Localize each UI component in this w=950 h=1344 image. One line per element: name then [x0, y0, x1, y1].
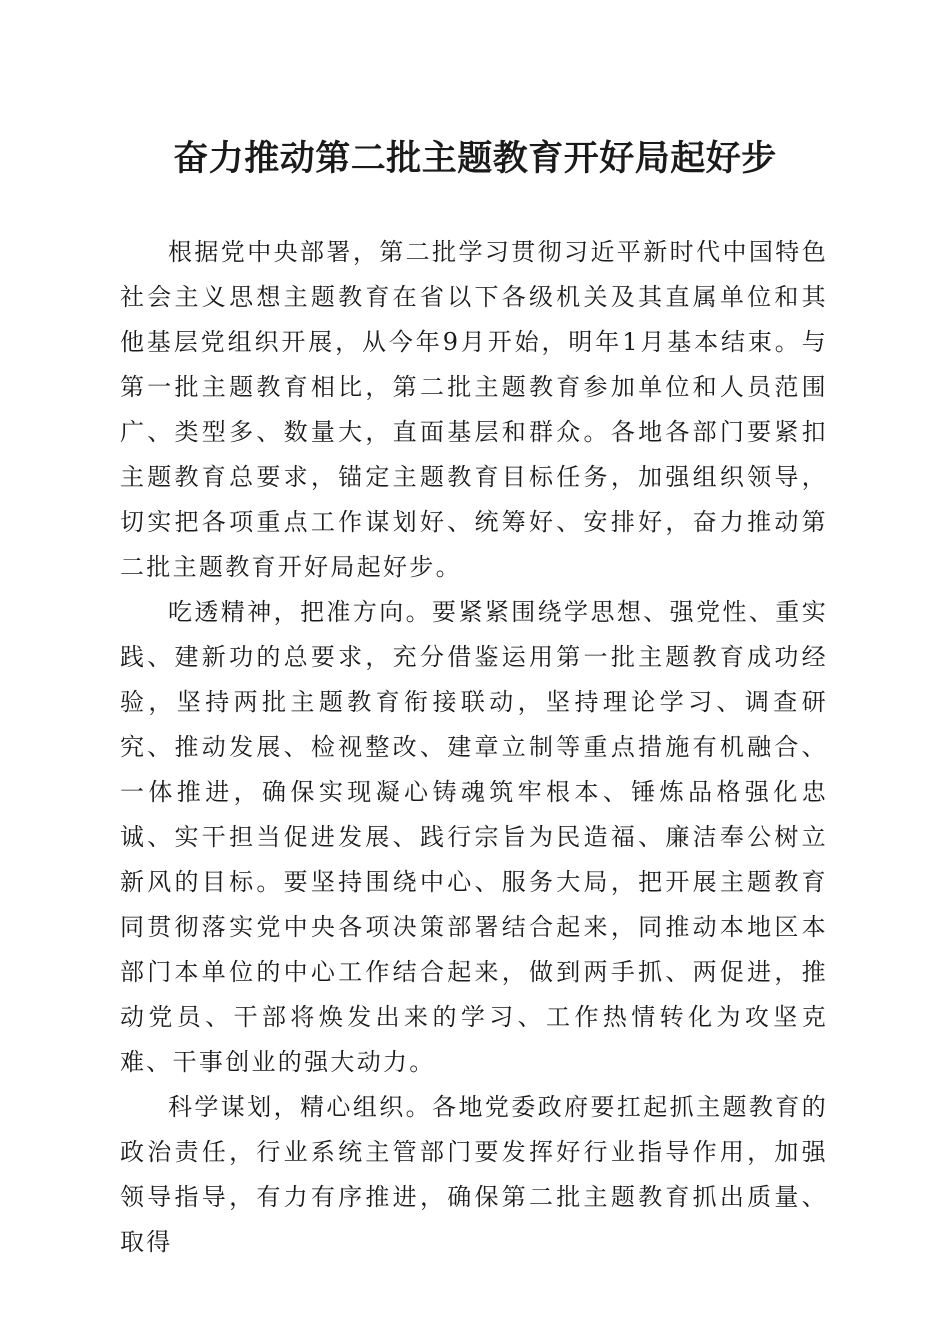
- paragraph-2: 吃透精神，把准方向。要紧紧围绕学思想、强党性、重实践、建新功的总要求，充分借鉴运用第一批主题教育成功经验，坚持两批主题教育衔接联动，坚持理论学习、调查研究、推动发展、检视整改、建章立制等重点措施有机融合、一体推进，确保实现凝心铸魂筑牢根本、锤炼品格强化忠诚、实干担当促进发展、践行宗旨为民造福、廉洁奉公树立新风的目标。要坚持围绕中心、服务大局，把开展主题教育同贯彻落实党中央各项决策部署结合起来，同推动本地区本部门本单位的中心工作结合起来，做到两手抓、两促进，推动党员、干部将焕发出来的学习、工作热情转化为攻坚克难、干事创业的强大动力。: [120, 598, 828, 1076]
- document-title: 奋力推动第二批主题教育开好局起好步: [173, 138, 777, 179]
- document-body: [120, 230, 828, 1265]
- paragraph-3: 科学谋划，精心组织。各地党委政府要扛起抓主题教育的政治责任，行业系统主管部门要发挥好行业指导作用，加强领导指导，有力有序推进，确保第二批主题教育抓出质量、取得: [120, 1093, 828, 1256]
- paragraph-1: 根据党中央部署，第二批学习贯彻习近平新时代中国特色社会主义思想主题教育在省以下各级机关及其直属单位和其他基层党组织开展，从今年9月开始，明年1月基本结束。与第一批主题教育相比，第二批主题教育参加单位和人员范围广、类型多、数量大，直面基层和群众。各地各部门要紧扣主题教育总要求，锚定主题教育目标任务，加强组织领导，切实把各项重点工作谋划好、统筹好、安排好，奋力推动第二批主题教育开好局起好步。: [120, 238, 828, 581]
